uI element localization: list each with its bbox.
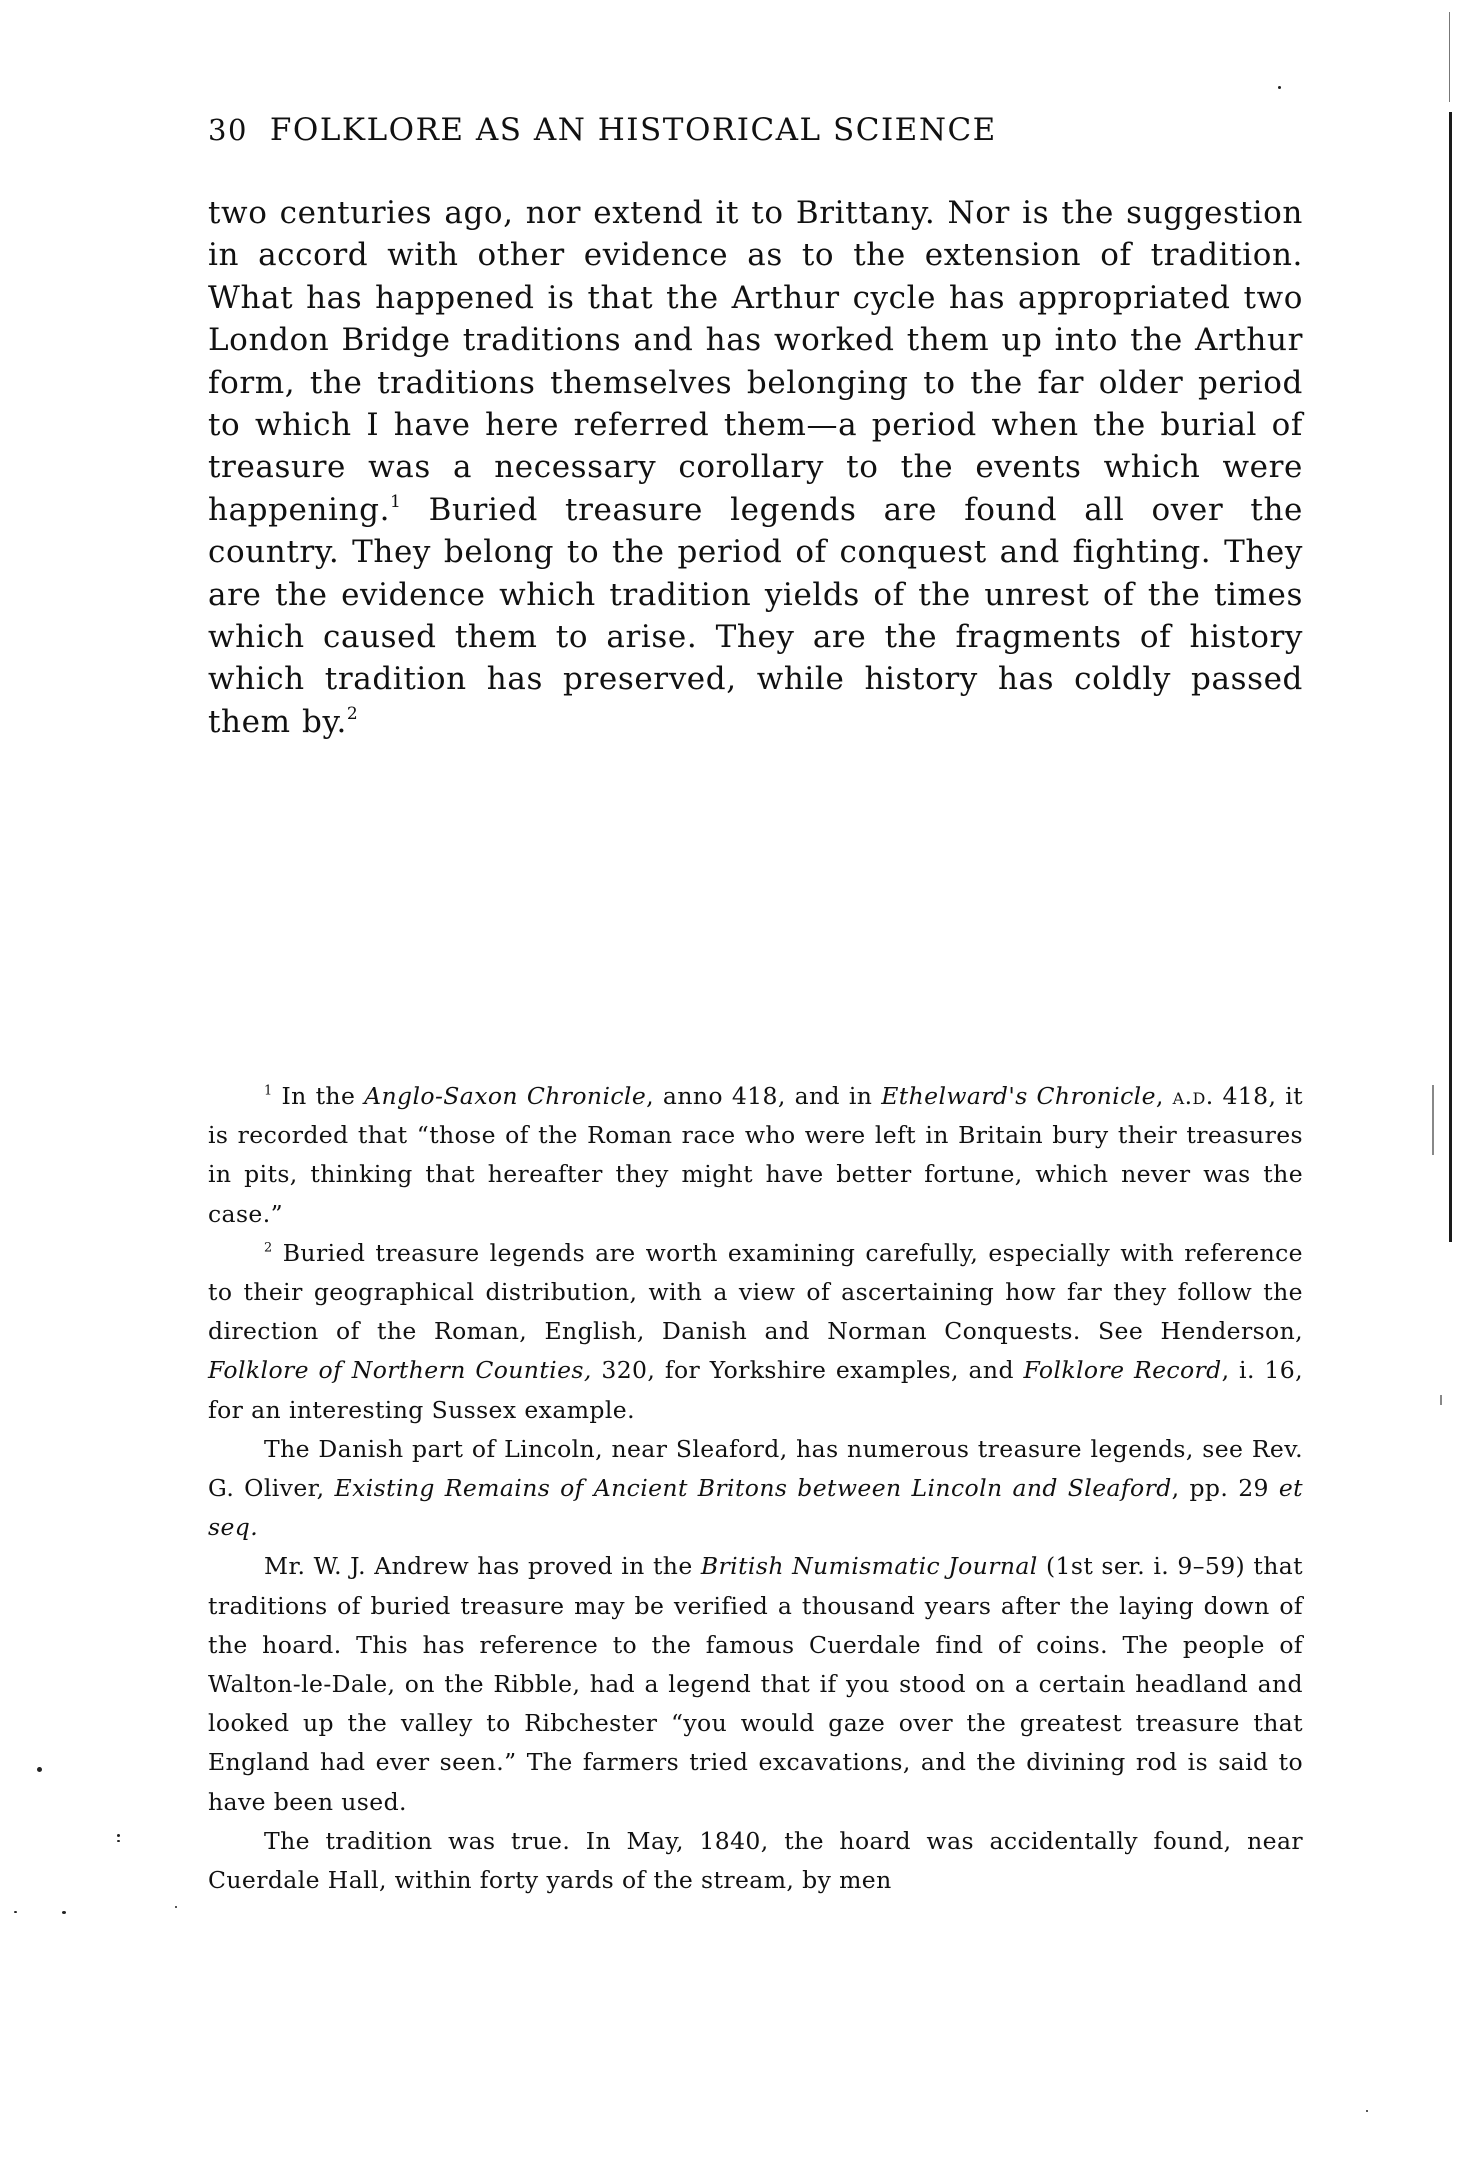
footnote-text: , pp. 29 (1171, 1474, 1279, 1503)
scan-speck (1278, 86, 1281, 89)
scan-gutter-fragment (1440, 1395, 1442, 1405)
cited-title: Folklore of Northern Counties, (208, 1356, 592, 1385)
footnote-marker-1: 1 (264, 1083, 273, 1099)
footnote-2-paragraph-4 (208, 1822, 1303, 1900)
footnote-ref-1[interactable]: 1 (390, 492, 402, 513)
footnote-text: In the (272, 1082, 365, 1110)
footnote-text: 320, for Yorkshire examples, and (591, 1356, 1024, 1385)
footnote-text: The Danish part of Lincoln, near Sleaford, has numerous treasure legends, see Rev. G. Oliver, (208, 1434, 1303, 1503)
scan-speck (62, 1911, 66, 1914)
scan-gutter-fragment (1432, 1085, 1434, 1155)
cited-title: British Numismatic Journal (700, 1552, 1038, 1581)
footnote-text: 418, it is recorded that “those of the Roman race who were left in Britain bury their treasures in pits, thinking that hereafter they might have better fortune, which never was the case.” (208, 1082, 1304, 1228)
main-text (208, 192, 1303, 743)
latin-phrase: et seq. (208, 1474, 1303, 1542)
footnote-ref-2[interactable]: 2 (346, 704, 359, 725)
cited-title: Existing Remains of Ancient Britons between Lincoln and Sleaford (334, 1474, 1172, 1503)
footnote-text: , anno 418, and in (646, 1082, 882, 1110)
running-title: FOLKLORE AS AN HISTORICAL SCIENCE (269, 112, 997, 148)
footnote-1 (208, 1077, 1303, 1234)
footnote-text: , (1155, 1082, 1173, 1110)
cited-title: Anglo-Saxon Chronicle (364, 1082, 647, 1110)
footnote-text: The tradition was true. In May, 1840, the hoard was accidentally found, near Cuerdale Hall, within forty yards of the stream, by men (208, 1826, 1303, 1895)
page-number: 30 (208, 113, 248, 147)
footnotes (208, 1077, 1303, 1900)
scan-speck (37, 1767, 42, 1772)
cited-title: Ethelward's Chronicle (881, 1082, 1156, 1110)
footnote-2-paragraph-3 (208, 1547, 1303, 1821)
footnote-text: Buried treasure legends are worth examining carefully, especially with reference to their geographical distribution, with a view of ascertaining how far they follow the direction of the Roman, English, Danish and Norman Conquests. See Henderson, (208, 1238, 1303, 1346)
body-text-part-1: two centuries ago, nor extend it to Brittany. Nor is the suggestion in accord with other evidence as to the extension of tradition. What has happened is that the Arthur cycle has appropriated two London Bridge traditions and has worked them up into the Arthur form, the traditions themselves belonging to the far older period to which I have here referred them—a period when the burial of treasure was a necessary corollary to the events which were happening. (208, 195, 1303, 528)
running-head (208, 112, 1308, 148)
scan-speck (117, 1840, 120, 1842)
cited-title: Folklore Record (1023, 1356, 1222, 1385)
scan-gutter-line (1449, 112, 1452, 1242)
footnote-2 (208, 1234, 1303, 1430)
scan-speck (14, 1911, 17, 1913)
scan-speck (1366, 2110, 1368, 2112)
body-paragraph (208, 192, 1303, 743)
scan-speck (175, 1906, 177, 1908)
footnote-text: , i. 16, for an interesting Sussex example. (208, 1356, 1303, 1424)
footnote-marker-2: 2 (264, 1240, 273, 1256)
footnote-text: (1st ser. i. 9–59) that traditions of buried treasure may be verified a thousand years after the laying down of the hoard. This has reference to the famous Cuerdale find of coins. The people of Walton-le-Dale, on the Ribble, had a legend that if you stood on a certain headland and looked up the valley to Ribchester “you would gaze over the greatest treasure that England had ever seen.” The farmers tried excavations, and the divining rod is said to have been used. (208, 1552, 1303, 1816)
footnote-2-paragraph-2 (208, 1430, 1303, 1548)
scan-gutter-line-top (1449, 12, 1450, 102)
body-text-part-2: Buried treasure legends are found all over the country. They belong to the period of conquest and fighting. They are the evidence which tradition yields of the unrest of the times which caused them to arise. They are the fragments of history which tradition has preserved, while history has coldly passed them by. (208, 491, 1303, 740)
era-abbreviation: a.d. (1172, 1082, 1214, 1110)
footnote-text: Mr. W. J. Andrew has proved in the (264, 1552, 701, 1581)
scan-speck (117, 1834, 120, 1837)
